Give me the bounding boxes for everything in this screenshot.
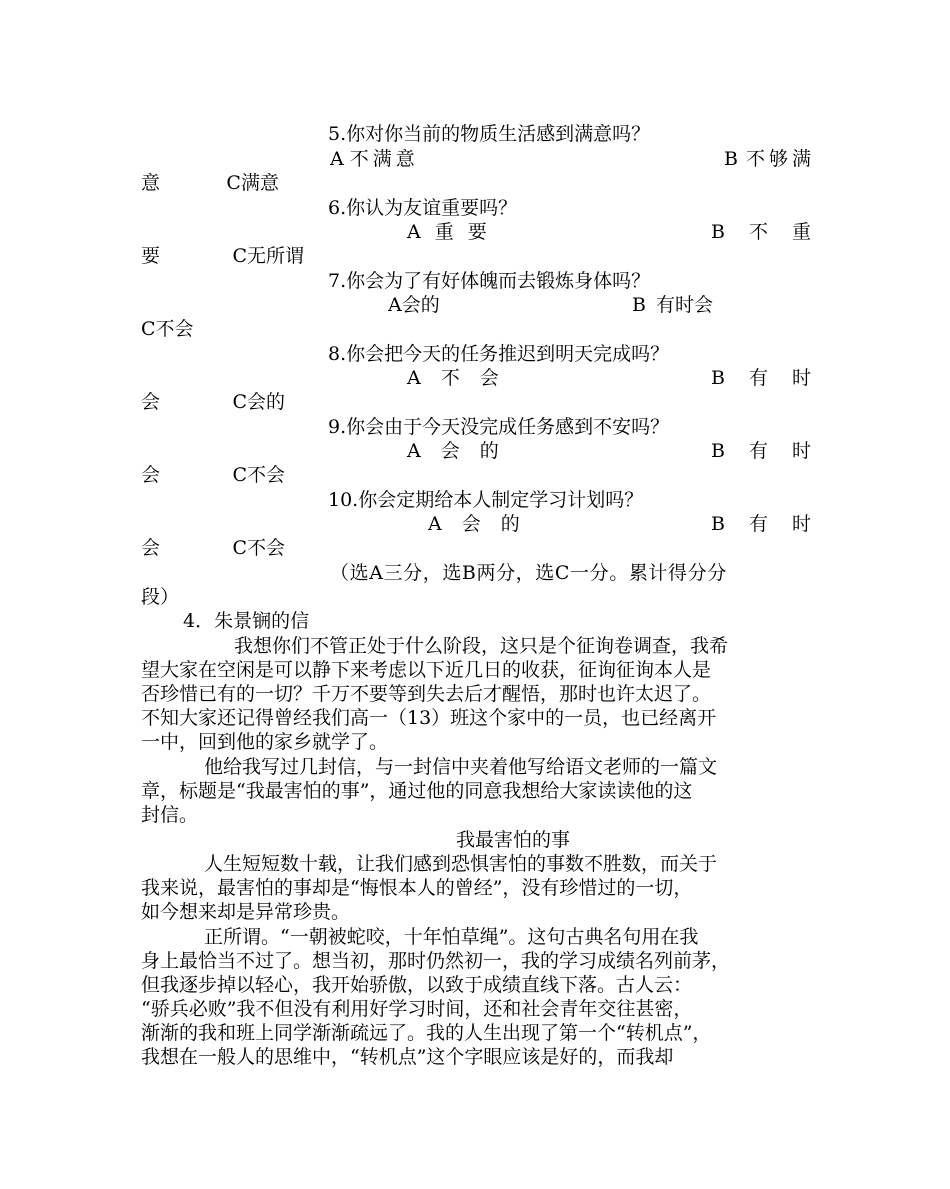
q6-a-text: 重 xyxy=(434,221,454,243)
q10-options xyxy=(428,512,811,536)
q10-opt-a: A xyxy=(428,513,442,535)
q5-opt-a: A xyxy=(330,148,344,170)
q5-options xyxy=(330,147,811,171)
section-para1-line: 我想你们不管正处于什么阶段，这只是个征询卷调查，我希 xyxy=(234,635,729,657)
essay-title: 我最害怕的事 xyxy=(456,829,571,851)
q6-opt-b: B xyxy=(711,221,725,243)
q10-a-text: 的 xyxy=(500,513,520,535)
essay-para1-line: 人生短短数十载，让我们感到恐惧害怕的事数不胜数，而关于 xyxy=(204,853,718,875)
q9-opt-b: B xyxy=(711,440,725,462)
q5-option-c: 意 C满意 xyxy=(141,172,279,194)
q5-a-text: 满 xyxy=(372,148,392,170)
q10-b-text: 有 xyxy=(748,513,768,535)
q5-a-text: 不 xyxy=(349,148,369,170)
q6-b-text: 不 xyxy=(748,221,768,243)
q7-opt-b-text: 有时会 xyxy=(656,294,714,316)
q5-a-text: 意 xyxy=(395,148,415,170)
q7-opt-a: A会的 xyxy=(388,294,440,316)
q5-b-text: 不 xyxy=(745,148,765,170)
essay-para2-line: 正所谓。“一朝被蛇咬，十年怕草绳”。这句古典名句用在我 xyxy=(204,926,699,948)
q8-option-c: 会 C会的 xyxy=(141,391,286,413)
q8-opt-b: B xyxy=(711,367,725,389)
q10-a-text: 会 xyxy=(461,513,481,535)
q9-options xyxy=(407,439,811,463)
section-para1-line: 望大家在空闲是可以静下来考虑以下近几日的收获，征询征询本人是 xyxy=(141,659,712,681)
q5-b-text: 满 xyxy=(791,148,811,170)
q9-question: 9.你会由于今天没完成任务感到不安吗？ xyxy=(328,416,670,438)
section-para2-line: 封信。 xyxy=(141,804,199,826)
essay-para2-line: 渐渐的我和班上同学渐渐疏远了。我的人生出现了第一个“转机点”， xyxy=(141,1022,712,1044)
q7-option-c: C不会 xyxy=(141,318,194,340)
q5-b-text: 够 xyxy=(768,148,788,170)
q6-a-text: 要 xyxy=(467,221,487,243)
q8-b-text: 有 xyxy=(748,367,768,389)
essay-para1-line: 我来说，最害怕的事却是“悔恨本人的曾经”，没有珍惜过的一切， xyxy=(141,877,693,899)
q9-option-c: 会 C不会 xyxy=(141,464,286,486)
q8-a-text: 不 xyxy=(440,367,460,389)
q6-options xyxy=(407,220,811,244)
q8-a-text: 会 xyxy=(479,367,499,389)
section-heading: 4．朱景锎的信 xyxy=(183,610,310,632)
q9-opt-a: A xyxy=(407,440,421,462)
q8-b-text: 时 xyxy=(791,367,811,389)
essay-para2-line: 身上最恰当不过了。想当初，那时仍然初一，我的学习成绩名列前茅， xyxy=(141,950,731,972)
essay-para2-line: 但我逐步掉以轻心，我开始骄傲，以致于成绩直线下落。古人云： xyxy=(141,974,693,996)
scoring-note: （选A三分，选B两分，选C一分。累计得分分 xyxy=(330,562,727,584)
q10-question: 10.你会定期给本人制定学习计划吗？ xyxy=(328,489,644,511)
q8-question: 8.你会把今天的任务推迟到明天完成吗？ xyxy=(328,343,670,365)
section-para2-line: 他给我写过几封信，与一封信中夹着他写给语文老师的一篇文 xyxy=(204,756,718,778)
section-para2-line: 章，标题是“我最害怕的事”，通过他的同意我想给大家读读他的这 xyxy=(141,780,693,802)
scoring-note-cont: 段） xyxy=(141,586,180,608)
q9-b-text: 有 xyxy=(748,440,768,462)
q5-question: 5.你对你当前的物质生活感到满意吗？ xyxy=(328,123,651,145)
q9-a-text: 的 xyxy=(479,440,499,462)
q8-options xyxy=(407,366,811,390)
q7-opt-b: B xyxy=(632,294,646,316)
section-para1-line: 一中，回到他的家乡就学了。 xyxy=(141,731,389,753)
q10-b-text: 时 xyxy=(791,513,811,535)
q9-b-text: 时 xyxy=(791,440,811,462)
essay-para2-line: 我想在一般人的思维中，“转机点”这个字眼应该是好的，而我却 xyxy=(141,1046,674,1068)
q7-question: 7.你会为了有好体魄而去锻炼身体吗？ xyxy=(328,270,651,292)
q5-opt-b: B xyxy=(723,148,738,170)
section-para1-line: 否珍惜已有的一切？千万不要等到失去后才醒悟，那时也许太迟了。 xyxy=(141,683,712,705)
essay-para1-line: 如今想来却是异常珍贵。 xyxy=(141,901,351,923)
section-para1-line: 不知大家还记得曾经我们高一（13）班这个家中的一员，也已经离开 xyxy=(141,707,717,729)
q6-question: 6.你认为友谊重要吗？ xyxy=(328,197,518,219)
q6-b-text: 重 xyxy=(791,221,811,243)
q10-option-c: 会 C不会 xyxy=(141,537,286,559)
q6-option-c: 要 C无所谓 xyxy=(141,245,305,267)
q8-opt-a: A xyxy=(407,367,421,389)
q10-opt-b: B xyxy=(711,513,725,535)
q6-opt-a: A xyxy=(407,221,421,243)
essay-para2-line: “骄兵必败”我不但没有利用好学习时间，还和社会青年交往甚密， xyxy=(141,998,693,1020)
q9-a-text: 会 xyxy=(440,440,460,462)
